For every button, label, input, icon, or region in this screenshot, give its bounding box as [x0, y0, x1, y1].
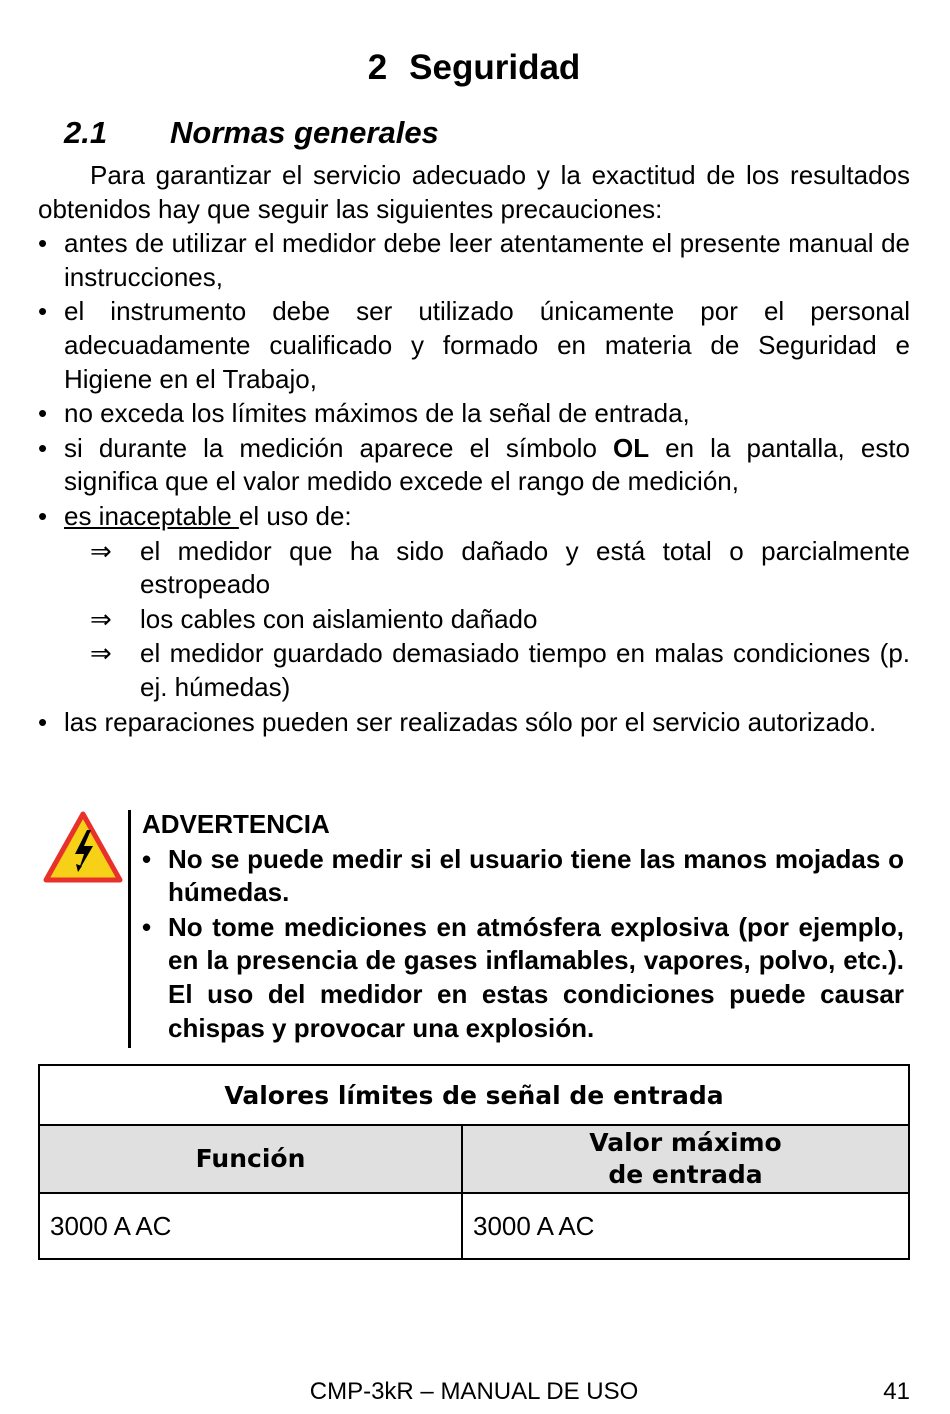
chapter-number: 2 — [367, 48, 388, 87]
list-item — [38, 295, 910, 396]
bullet-icon: • — [38, 398, 48, 429]
table-row — [39, 1193, 909, 1259]
table-header-max-value — [462, 1125, 909, 1193]
table-cell: 3000 A AC — [462, 1193, 909, 1259]
double-arrow-icon: ⇒ — [90, 638, 112, 669]
list-item — [38, 227, 910, 294]
header-line: Valor máximo — [589, 1128, 782, 1157]
double-arrow-icon: ⇒ — [90, 535, 112, 566]
high-voltage-warning-icon — [43, 810, 123, 884]
warning-text: No se puede medir si el usuario tiene las manos mojadas o húmedas. — [168, 843, 904, 908]
header-line: de entrada — [608, 1160, 763, 1189]
sub-list-item-text: el medidor que ha sido dañado y está total o parcialmente estropeado — [140, 535, 910, 600]
list-item — [38, 432, 910, 499]
footer-title: CMP-3kR – MANUAL DE USO — [309, 1378, 639, 1405]
bullet-icon: • — [38, 706, 48, 737]
warning-divider — [128, 810, 131, 1048]
list-item — [142, 843, 904, 910]
sub-list-item — [38, 637, 910, 704]
section-name: Normas generales — [170, 115, 439, 150]
bullet-icon: • — [38, 296, 48, 327]
sub-list-item-text: los cables con aislamiento dañado — [140, 603, 538, 634]
warning-heading: ADVERTENCIA — [142, 809, 330, 839]
list-item-text: antes de utilizar el medidor debe leer atentamente el presente manual de instrucciones, — [64, 228, 910, 292]
list-item-text: el instrumento debe ser utilizado únicamente por el personal adecuadamente cualificado y formado en materia de Seguridad e Higiene en el Trabajo, — [64, 296, 910, 394]
list-item — [142, 911, 904, 1045]
list-item-text: el uso de: — [238, 500, 352, 531]
list-item-text: las reparaciones pueden ser realizadas sólo por el servicio autorizado. — [64, 706, 877, 737]
warning-list — [142, 843, 904, 1046]
chapter-name: Seguridad — [409, 48, 581, 87]
list-item-text: en la pantalla, esto significa que el valor medido excede el rango de medición, — [64, 432, 911, 497]
list-item — [38, 397, 910, 431]
bullet-icon: • — [38, 432, 48, 463]
table-cell: 3000 A AC — [39, 1193, 462, 1259]
table-header-function: Función — [39, 1125, 462, 1193]
list-item — [38, 706, 910, 740]
chapter-title — [38, 44, 910, 92]
input-limits-table — [38, 1064, 910, 1260]
intro-paragraph: Para garantizar el servicio adecuado y la exactitud de los resultados obtenidos hay que seguir las siguientes precauciones: — [38, 160, 910, 224]
list-item-text: no exceda los límites máximos de la señal de entrada, — [64, 398, 690, 429]
warning-box — [38, 808, 910, 1050]
unacceptable-text: es inaceptable — [64, 500, 239, 531]
sub-list-item — [38, 535, 910, 602]
table-caption: Valores límites de señal de entrada — [39, 1065, 909, 1125]
section-number: 2.1 — [64, 115, 108, 150]
bullet-icon: • — [38, 228, 48, 259]
warning-content — [142, 808, 904, 1045]
bullet-icon: • — [142, 911, 152, 942]
section-title — [64, 112, 439, 154]
list-item — [38, 500, 910, 705]
unacceptable-use-list — [64, 535, 910, 705]
warning-text: No tome mediciones en atmósfera explosiva (por ejemplo, en la presencia de gases inflamables, vapores, polvo, etc.). El uso del medidor en estas condiciones puede causar chispas y provocar una explosión. — [168, 911, 904, 1043]
precautions-list — [38, 227, 910, 739]
bullet-icon: • — [142, 843, 152, 874]
ol-symbol: OL — [613, 432, 650, 463]
page-number: 41 — [883, 1378, 910, 1405]
sub-list-item-text: el medidor guardado demasiado tiempo en malas condiciones (p. ej. húmedas) — [140, 638, 910, 702]
double-arrow-icon: ⇒ — [90, 603, 112, 634]
bullet-icon: • — [38, 500, 48, 531]
general-rules-body — [38, 159, 910, 739]
sub-list-item — [38, 603, 910, 637]
page-footer — [38, 1378, 910, 1414]
list-item-text: si durante la medición aparece el símbolo — [64, 432, 613, 463]
